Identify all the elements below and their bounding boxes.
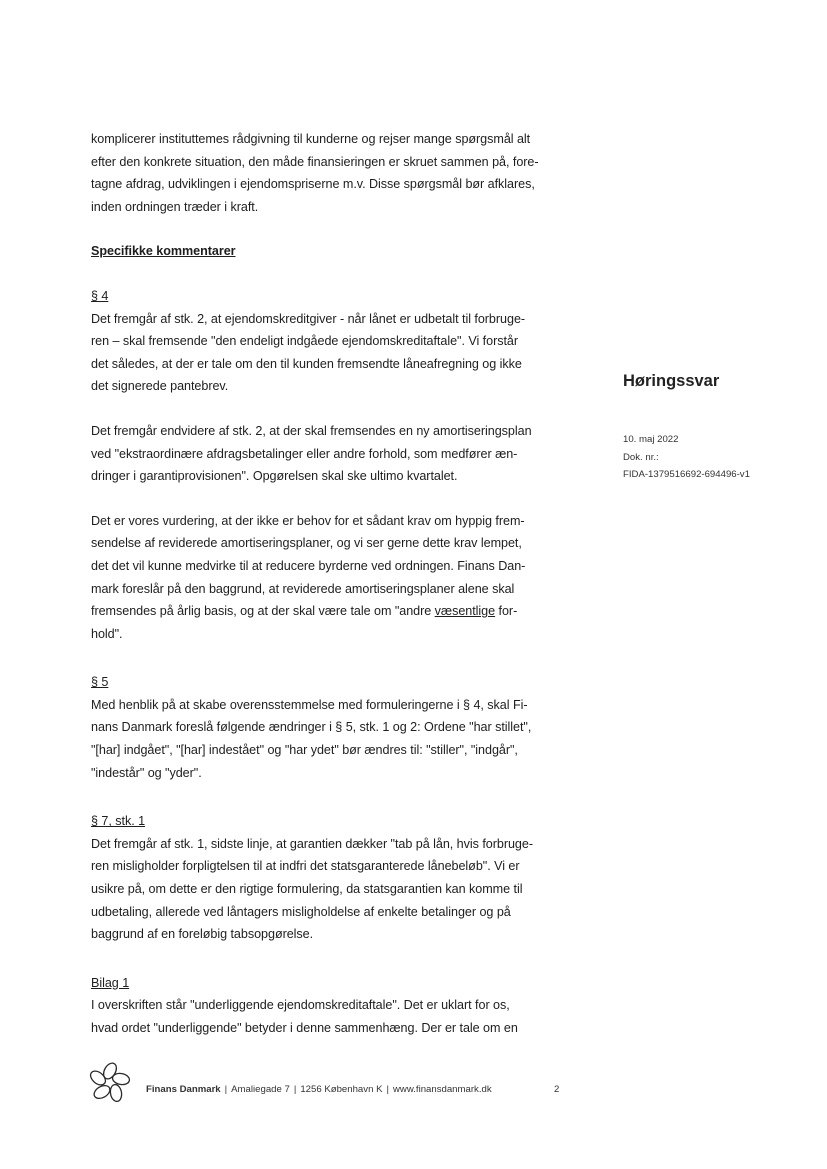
sidebar bbox=[623, 372, 750, 484]
text-line: "[har] indgået", "[har] indestået" og "har ydet" bør ændres til: "stiller", "indgår", bbox=[91, 743, 518, 758]
text-line: Med henblik på at skabe overensstemmelse med formuleringerne i § 4, skal Fi- bbox=[91, 697, 528, 712]
separator: | bbox=[293, 1084, 297, 1095]
footer bbox=[88, 1060, 568, 1104]
text-line: ren misligholder forpligtelsen til at indfri det statsgaranterede lånebeløb". Vi er bbox=[91, 859, 520, 874]
text-span: fremsendes på årlig basis, og at der skal være tale om "andre bbox=[91, 604, 435, 619]
document-meta bbox=[623, 431, 750, 484]
footer-city: 1256 København K bbox=[300, 1084, 383, 1095]
underlined-word: væsentlige bbox=[434, 604, 496, 619]
document-date: 10. maj 2022 bbox=[623, 434, 679, 445]
document-number-label: Dok. nr.: bbox=[623, 451, 659, 463]
text-line: tagne afdrag, udviklingen i ejendomspriserne m.v. Disse spørgsmål bør afklares, bbox=[91, 177, 535, 192]
text-line: efter den konkrete situation, den måde finansieringen er skruet sammen på, fore- bbox=[91, 154, 539, 169]
document-number: FIDA-1379516692-694496-v1 bbox=[623, 469, 750, 480]
section-7 bbox=[91, 810, 561, 946]
text-line: ved "ekstraordinære afdragsbetalinger eller andre forhold, som medfører æn- bbox=[91, 446, 518, 461]
text-line: inden ordningen træder i kraft. bbox=[91, 199, 259, 214]
text-line: hold". bbox=[91, 626, 123, 641]
footer-address-line bbox=[146, 1084, 492, 1095]
text-line: hvad ordet "underliggende" betyder i denne sammenhæng. Der er tale om en bbox=[91, 1021, 518, 1035]
section-4-heading: § 4 bbox=[91, 288, 109, 303]
text-line: Det fremgår endvidere af stk. 2, at der skal fremsendes en ny amortiseringsplan bbox=[91, 423, 532, 438]
text-line: ren – skal fremsende "den endeligt indgåede ejendomskreditaftale". Vi forstår bbox=[91, 334, 519, 349]
section-5 bbox=[91, 671, 561, 784]
bilag-section bbox=[91, 972, 561, 1040]
page-number: 2 bbox=[554, 1084, 560, 1095]
footer-website: www.finansdanmark.dk bbox=[392, 1084, 492, 1095]
section-7-heading: § 7, stk. 1 bbox=[91, 814, 146, 829]
text-line: udbetaling, allerede ved låntagers misligholdelse af enkelte betalinger og på bbox=[91, 904, 511, 919]
text-line: det således, at der er tale om den til kunden fremsendte låneafregning og ikke bbox=[91, 356, 522, 371]
text-line: usikre på, om dette er den rigtige formulering, da statsgarantien kan komme til bbox=[91, 882, 523, 897]
footer-street: Amaliegade 7 bbox=[231, 1084, 290, 1095]
finans-danmark-logo-icon bbox=[88, 1060, 132, 1104]
text-line: nans Danmark foreslå følgende ændringer i § 5, stk. 1 og 2: Ordene "har stillet", bbox=[91, 720, 532, 735]
text-line: dringer i garantiprovisionen". Opgørelsen skal ske ultimo kvartalet. bbox=[91, 469, 458, 484]
text-line bbox=[91, 600, 561, 623]
text-line: I overskriften står "underliggende ejendomskreditaftale". Det er uklart for os, bbox=[91, 998, 510, 1013]
document-type-title: Høringssvar bbox=[623, 372, 720, 390]
text-line: sendelse af reviderede amortiseringsplaner, og vi ser gerne dette krav lempet, bbox=[91, 536, 522, 551]
text-span: for- bbox=[495, 604, 518, 619]
separator: | bbox=[224, 1084, 228, 1095]
section-heading: Specifikke kommentarer bbox=[91, 244, 236, 259]
section-5-heading: § 5 bbox=[91, 675, 109, 690]
text-line: Det fremgår af stk. 1, sidste linje, at garantien dækker "tab på lån, hvis forbruge- bbox=[91, 836, 533, 851]
text-line: Det er vores vurdering, at der ikke er behov for et sådant krav om hyppig frem- bbox=[91, 513, 525, 528]
intro-paragraph bbox=[91, 128, 561, 218]
text-line: komplicerer instituttemes rådgivning til kunderne og rejser mange spørgsmål alt bbox=[91, 132, 531, 146]
document-body bbox=[91, 128, 561, 1040]
text-line: det det vil kunne medvirke til at reducere byrderne ved ordningen. Finans Dan- bbox=[91, 558, 526, 573]
separator: | bbox=[386, 1084, 389, 1095]
text-line: det signerede pantebrev. bbox=[91, 379, 229, 394]
text-line: baggrund af en foreløbig tabsopgørelse. bbox=[91, 927, 314, 942]
text-line: Det fremgår af stk. 2, at ejendomskreditgiver - når lånet er udbetalt til forbruge- bbox=[91, 311, 526, 326]
text-line: "indestår" og "yder". bbox=[91, 765, 202, 780]
footer-brand: Finans Danmark bbox=[146, 1084, 221, 1095]
bilag-heading: Bilag 1 bbox=[91, 975, 130, 990]
section-4 bbox=[91, 285, 561, 645]
text-line: mark foreslår på den baggrund, at reviderede amortiseringsplaner alene skal bbox=[91, 581, 515, 596]
